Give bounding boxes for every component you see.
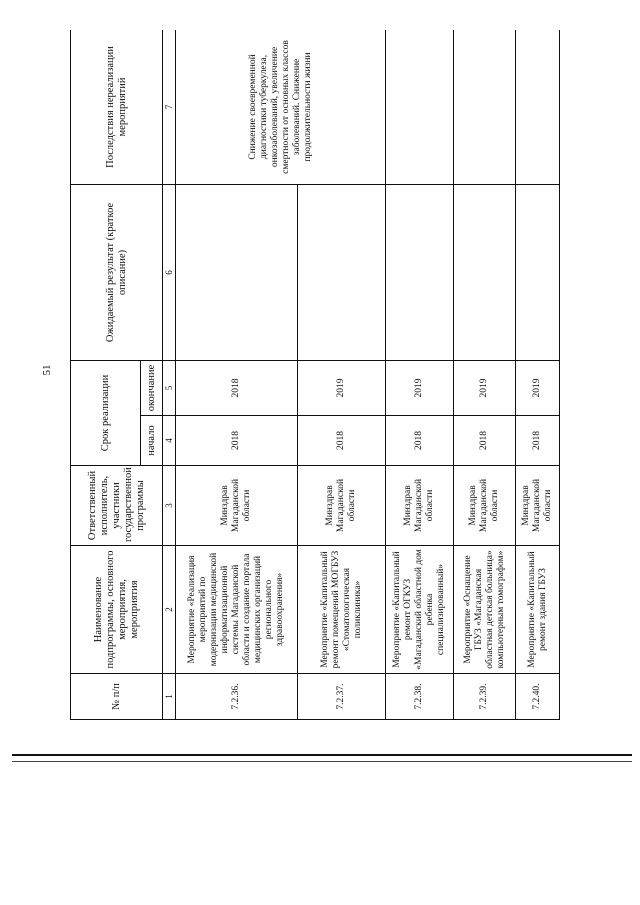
header-col-start: начало: [141, 416, 163, 466]
header-col-result: Ожидаемый результат (краткое описание): [71, 184, 163, 360]
row-number: 7.2.40.: [516, 674, 560, 720]
table-row: [516, 30, 560, 720]
table-row: [176, 30, 298, 720]
col-number-5: 5: [163, 360, 176, 415]
row-start: 2018: [454, 416, 516, 466]
page-divider-thick: [12, 754, 632, 756]
row-start: 2018: [516, 416, 560, 466]
row-end: 2019: [386, 360, 454, 415]
row-executor: Минздрав Магаданской области: [454, 466, 516, 546]
row-end: 2018: [176, 360, 298, 415]
row-consequence: [454, 30, 516, 184]
page-number: 51: [41, 364, 53, 376]
row-start: 2018: [298, 416, 386, 466]
col-number-2: 2: [163, 546, 176, 674]
row-end: 2019: [298, 360, 386, 415]
row-number: 7.2.36.: [176, 674, 298, 720]
header-col-executor: Ответственный исполнитель, участники государственной программы: [71, 466, 163, 546]
table-row: [454, 30, 516, 720]
program-measures-table: [70, 30, 560, 720]
row-consequence: [386, 30, 454, 184]
row-name: Мероприятие «Капитальный ремонт ОГКУЗ «Магаданский областной дом ребенка специализированный»: [386, 546, 454, 674]
row-result: [176, 184, 298, 360]
page-divider-thin: [12, 761, 632, 762]
row-executor: Минздрав Магаданской области: [516, 466, 560, 546]
row-result: [298, 184, 386, 360]
row-number: 7.2.37.: [298, 674, 386, 720]
col-number-7: 7: [163, 30, 176, 184]
row-executor: Минздрав Магаданской области: [298, 466, 386, 546]
rotated-table-area: [70, 30, 560, 720]
header-col-number: № п/п: [71, 674, 163, 720]
header-col-name: Наименование подпрограммы, основного мероприятия, мероприятия: [71, 546, 163, 674]
row-name: Мероприятие «Оснащение ГБУЗ «Магаданская областная детская больница» компьютерным томографом»: [454, 546, 516, 674]
row-consequence: [516, 30, 560, 184]
row-number: 7.2.39.: [454, 674, 516, 720]
header-row: [71, 30, 141, 720]
col-number-1: 1: [163, 674, 176, 720]
row-result: [516, 184, 560, 360]
row-result: [454, 184, 516, 360]
row-executor: Минздрав Магаданской области: [386, 466, 454, 546]
table-row: [386, 30, 454, 720]
row-start: 2018: [176, 416, 298, 466]
row-name: Мероприятие «Капитальный ремонт здания ГБУЗ: [516, 546, 560, 674]
row-name: Мероприятие «Капитальный ремонт помещений МОГБУЗ «Стоматологическая поликлиника»: [298, 546, 386, 674]
row-name: Мероприятие «Реализация мероприятий по модернизации медицинской информатизационной системы Магаданской области и создание портала медицинских организаций регионального здравоохранения»: [176, 546, 298, 674]
col-number-6: 6: [163, 184, 176, 360]
row-executor: Минздрав Магаданской области: [176, 466, 298, 546]
row-number: 7.2.38.: [386, 674, 454, 720]
row-end: 2019: [516, 360, 560, 415]
header-col-consequence: Последствия нереализации мероприятий: [71, 30, 163, 184]
column-number-row: [163, 30, 176, 720]
header-col-end: окончание: [141, 360, 163, 415]
row-result: [386, 184, 454, 360]
row-start: 2018: [386, 416, 454, 466]
col-number-3: 3: [163, 466, 176, 546]
col-number-4: 4: [163, 416, 176, 466]
row-end: 2019: [454, 360, 516, 415]
row-consequence: Снижение своевременной диагностики туберкулеза, онкозаболеваний, увеличение смертности от основных классов заболеваний. Снижение продолжительности жизни: [176, 30, 386, 184]
header-col-period: Срок реализации: [71, 360, 141, 465]
